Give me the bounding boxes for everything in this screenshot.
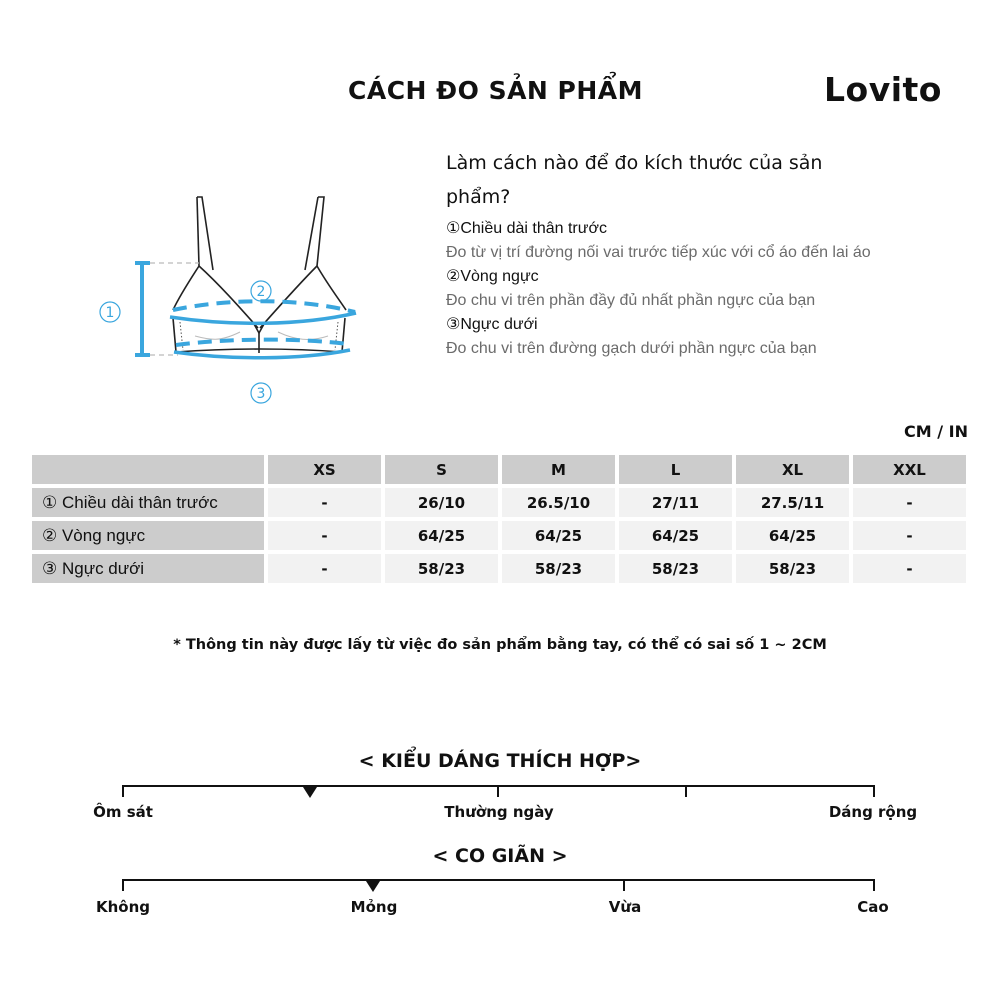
stretch-marker-icon	[366, 881, 380, 892]
column-header: XL	[736, 455, 849, 484]
scale-tick	[122, 880, 124, 891]
table-row	[32, 521, 966, 550]
row-label: ③ Ngực dưới	[32, 554, 264, 583]
table-corner-cell	[32, 455, 264, 484]
instruction-item	[446, 314, 966, 362]
table-cell: 26.5/10	[502, 488, 615, 517]
fit-marker-icon	[303, 787, 317, 798]
scale-tick	[873, 786, 875, 797]
table-cell: -	[268, 521, 381, 550]
stretch-label-high: Cao	[857, 898, 889, 916]
measurement-note: * Thông tin này được lấy từ việc đo sản phẩm bằng tay, có thể có sai số 1 ~ 2CM	[173, 637, 827, 653]
scale-tick	[685, 786, 687, 797]
table-cell: 64/25	[502, 521, 615, 550]
instruction-description: Đo chu vi trên đường gạch dưới phần ngực của bạn	[446, 340, 817, 357]
svg-text:3: 3	[256, 386, 266, 402]
fit-label-tight: Ôm sát	[93, 803, 153, 821]
scale-tick	[122, 786, 124, 797]
table-cell: 58/23	[619, 554, 732, 583]
fit-label-regular: Thường ngày	[444, 803, 554, 821]
table-cell: 64/25	[736, 521, 849, 550]
column-header: XXL	[853, 455, 966, 484]
page-title: CÁCH ĐO SẢN PHẨM	[348, 76, 644, 105]
fit-label-loose: Dáng rộng	[828, 803, 918, 821]
instruction-heading: ①Chiều dài thân trước	[446, 220, 607, 237]
table-cell: 26/10	[385, 488, 498, 517]
instruction-heading: ②Vòng ngực	[446, 268, 539, 285]
column-header: M	[502, 455, 615, 484]
stretch-label-medium: Vừa	[608, 898, 642, 916]
table-cell: -	[268, 554, 381, 583]
table-cell: 64/25	[619, 521, 732, 550]
instruction-heading: ③Ngực dưới	[446, 316, 538, 333]
table-cell: 64/25	[385, 521, 498, 550]
table-cell: -	[853, 554, 966, 583]
table-header-row	[32, 455, 966, 484]
svg-text:1: 1	[105, 305, 115, 321]
how-to-measure-question: Làm cách nào để đo kích thước của sản phẩm?	[446, 152, 823, 208]
table-cell: 58/23	[385, 554, 498, 583]
stretch-scale-line	[122, 879, 875, 881]
stretch-label-none: Không	[95, 898, 151, 916]
svg-text:2: 2	[256, 284, 266, 300]
table-row	[32, 488, 966, 517]
scale-tick	[497, 786, 499, 797]
fit-scale-title: < KIỂU DÁNG THÍCH HỢP>	[358, 750, 642, 772]
table-cell: 58/23	[736, 554, 849, 583]
brand-logo: Lovito	[824, 70, 942, 109]
stretch-scale-title: < CO GIÃN >	[432, 845, 568, 867]
table-cell: 27.5/11	[736, 488, 849, 517]
column-header: XS	[268, 455, 381, 484]
table-cell: -	[853, 488, 966, 517]
table-cell: -	[853, 521, 966, 550]
size-table	[28, 451, 970, 587]
scale-tick	[623, 880, 625, 891]
table-cell: -	[268, 488, 381, 517]
column-header: L	[619, 455, 732, 484]
instruction-description: Đo chu vi trên phần đầy đủ nhất phần ngực của bạn	[446, 292, 816, 309]
unit-label: CM / IN	[904, 422, 968, 441]
instruction-item	[446, 266, 966, 314]
table-cell: 27/11	[619, 488, 732, 517]
stretch-label-slight: Mỏng	[350, 898, 398, 916]
scale-tick	[873, 880, 875, 891]
column-header: S	[385, 455, 498, 484]
instruction-item	[446, 218, 966, 266]
table-cell: 58/23	[502, 554, 615, 583]
row-label: ① Chiều dài thân trước	[32, 488, 264, 517]
bra-illustration-icon	[90, 180, 390, 410]
measurement-diagram	[90, 180, 390, 410]
instruction-description: Đo từ vị trí đường nối vai trước tiếp xúc với cổ áo đến lai áo	[446, 244, 871, 261]
row-label: ② Vòng ngực	[32, 521, 264, 550]
table-row	[32, 554, 966, 583]
